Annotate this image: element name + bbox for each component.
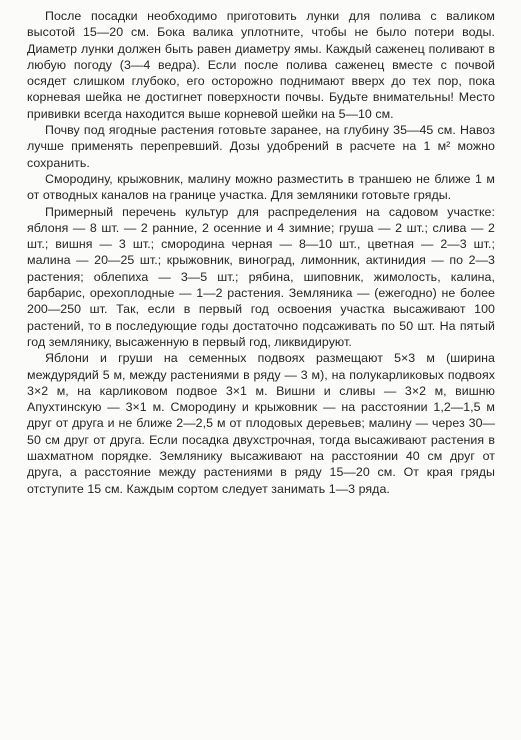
paragraph-watering-holes: После посадки необходимо приготовить лунки для полива с валиком высотой 15—20 см. Бока валика уплотните, чтобы не было потери воды. Диаметр лунки должен быть равен диаметру ямы. Каждый саженец поливают в любую погоду (3—4 ведра). Если после полива саженец вместе с почвой осядет слишком глубоко, его осторожно поднимают вверх до тех пор, пока корневая шейка не достигнет поверхности почвы. Будьте внимательны! Место прививки всегда находится выше корневой шейки на 5—10 см.: [27, 9, 495, 121]
page-text-column: [27, 8, 495, 497]
paragraph-crop-list: Примерный перечень культур для распределения на садовом участке: яблоня — 8 шт. — 2 ранние, 2 осенние и 4 зимние; груша — 2 шт.; слива — 2 шт.; вишня — 3 шт.; смородина черная — 8—10 шт., цветная — 2—3 шт.; малина — 20—25 шт.; крыжовник, виноград, лимонник, актинидия — по 2—3 растения; облепиха — 3—5 шт.; рябина, шиповник, жимолость, калина, барбарис, орехоплодные — 1—2 растения. Земляника — (ежегодно) не более 200—250 шт. Так, если в первый год освоения участка высаживают 100 растений, то в последующие годы достаточно подсаживать по 50 шт. На пятый год землянику, высаженную в первый год, ликвидируют.: [27, 204, 495, 349]
paragraph-berry-placement: Смородину, крыжовник, малину можно разместить в траншею не ближе 1 м от отводных каналов на границе участка. Для земляники готовьте гряды.: [27, 171, 495, 203]
paragraph-planting-spacing: Яблони и груши на семенных подвоях размещают 5×3 м (ширина междурядий 5 м, между растениями в ряду — 3 м), на полукарликовых подвоях 3×2 м, на карликовом подвое 3×1 м. Вишни и сливы — 3×2 м, вишню Апухтинскую — 3×1 м. Смородину и крыжовник — на расстоянии 1,2—1,5 м друг от друга и не ближе 2—2,5 м от плодовых деревьев; малину — через 30—50 см друг от друга. Если посадка двухстрочная, тогда высаживают растения в шахматном порядке. Землянику высаживают на расстоянии 40 см друг от друга, а расстояние между растениями в ряду 15—20 см. От края гряды отступите 15 см. Каждым сортом следует занимать 1—3 ряда.: [27, 351, 495, 496]
paragraph-soil-preparation: Почву под ягодные растения готовьте заранее, на глубину 35—45 см. Навоз лучше применять перепревший. Дозы удобрений в расчете на 1 м² можно сохранить.: [27, 123, 495, 170]
